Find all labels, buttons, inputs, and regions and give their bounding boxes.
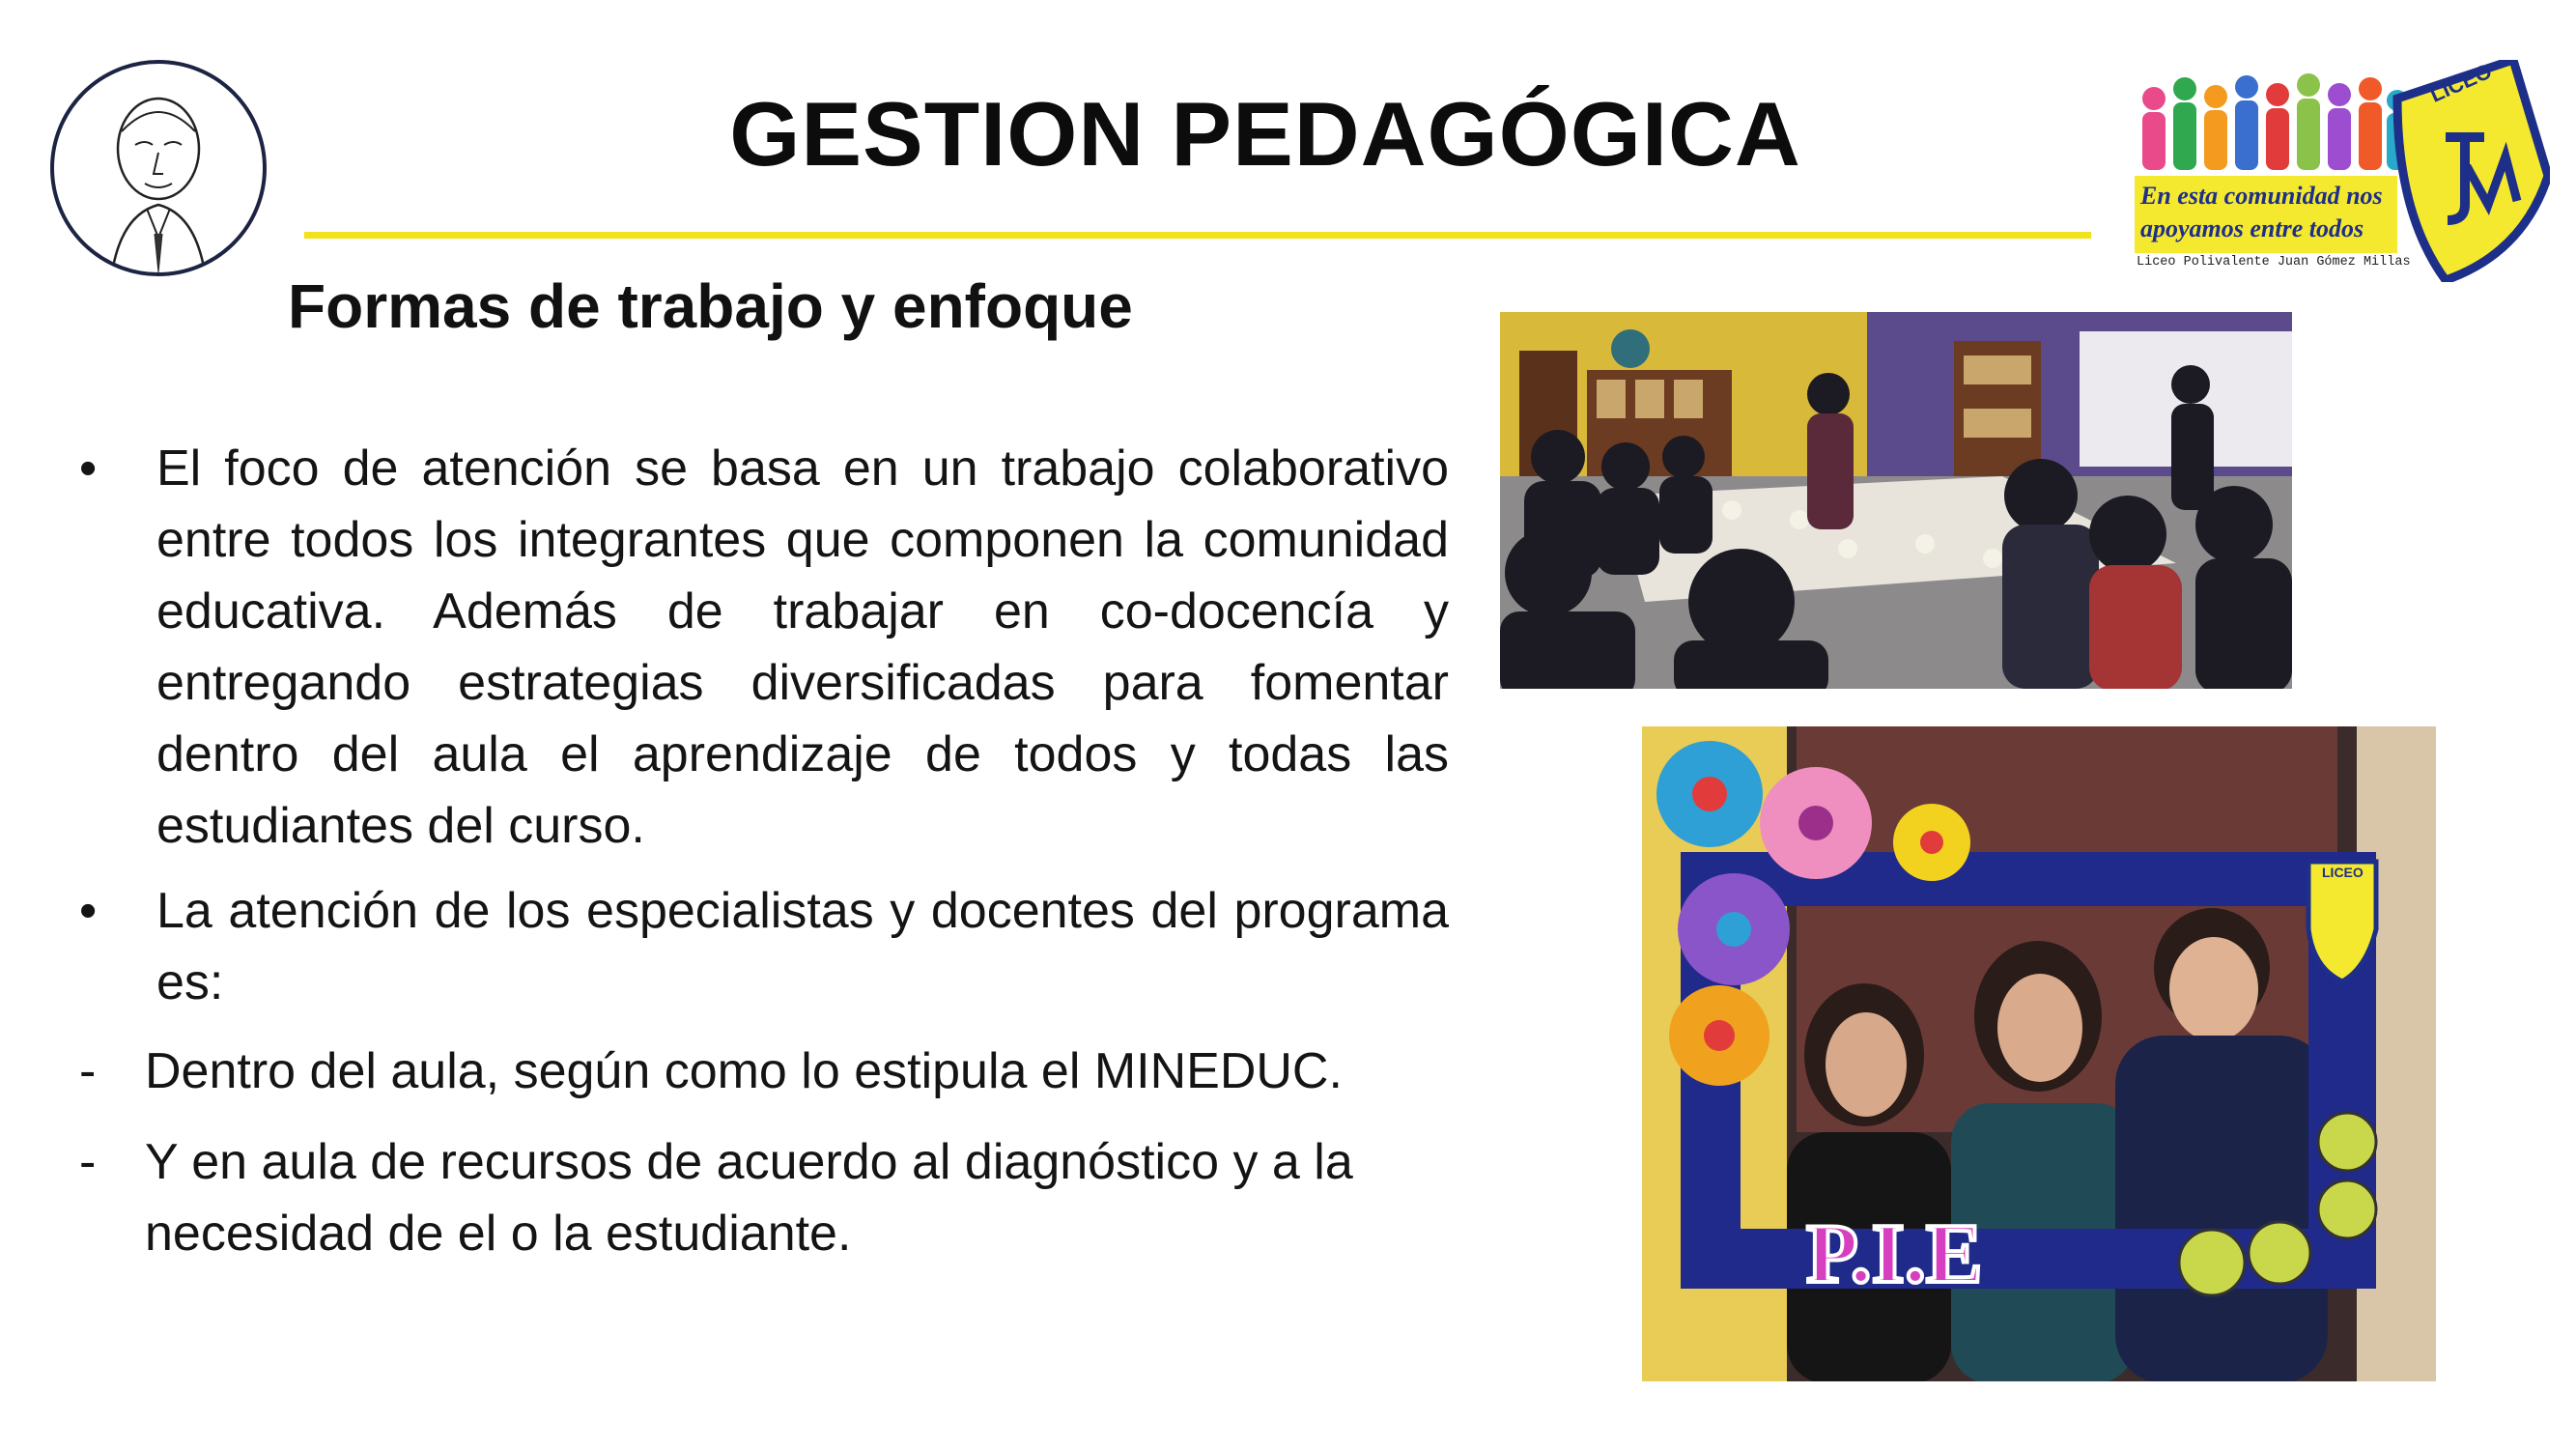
classroom-photo xyxy=(1500,312,2292,689)
portrait-drawing xyxy=(54,64,263,272)
logo-school-name: Liceo Polivalente Juan Gómez Millas xyxy=(2137,255,2411,270)
dash-text: Y en aula de recursos de acuerdo al diagnóstico y a la necesidad de el o la estudiante. xyxy=(145,1134,1353,1262)
pie-frame-photo xyxy=(1642,726,2436,1381)
classroom-scene xyxy=(1500,312,2292,689)
bullet-item xyxy=(77,875,1449,1018)
pie-frame-scene xyxy=(1642,726,2436,1381)
logo-motto-line2: apoyamos entre todos xyxy=(2140,214,2364,242)
frame-crest-label: LICEO xyxy=(2322,865,2364,880)
dash-marker: - xyxy=(79,1134,97,1190)
bullet-text: El foco de atención se basa en un trabajo colaborativo entre todos los integrantes que componen la comunidad educativa. Además de trabajar en co-docencía y entregando estrategias diversificadas para fomentar dentro del aula el aprendizaje de todos y todas las estudiantes del curso. xyxy=(156,440,1449,854)
founder-portrait-logo xyxy=(50,60,267,276)
logo-motto xyxy=(2140,180,2401,245)
frame-pie-letters: P.I.E xyxy=(1806,1208,1983,1301)
title-underline xyxy=(304,232,2091,239)
logo-motto-line1: En esta comunidad nos xyxy=(2140,182,2383,210)
bullet-text: La atención de los especialistas y docentes del programa es: xyxy=(156,883,1449,1010)
dash-text: Dentro del aula, según como lo estipula el MINEDUC. xyxy=(145,1043,1343,1099)
content-list xyxy=(77,433,1449,1289)
section-subtitle: Formas de trabajo y enfoque xyxy=(288,271,1133,341)
crest-label: LICEO xyxy=(2426,58,2496,107)
bullet-marker: • xyxy=(79,440,98,497)
bullet-item xyxy=(77,433,1449,862)
school-logo xyxy=(2125,60,2550,282)
dash-item xyxy=(77,1126,1449,1269)
dash-item xyxy=(77,1036,1449,1107)
bullet-marker: • xyxy=(79,883,98,939)
dash-marker: - xyxy=(79,1043,97,1099)
page-title: GESTION PEDAGÓGICA xyxy=(729,83,1801,185)
